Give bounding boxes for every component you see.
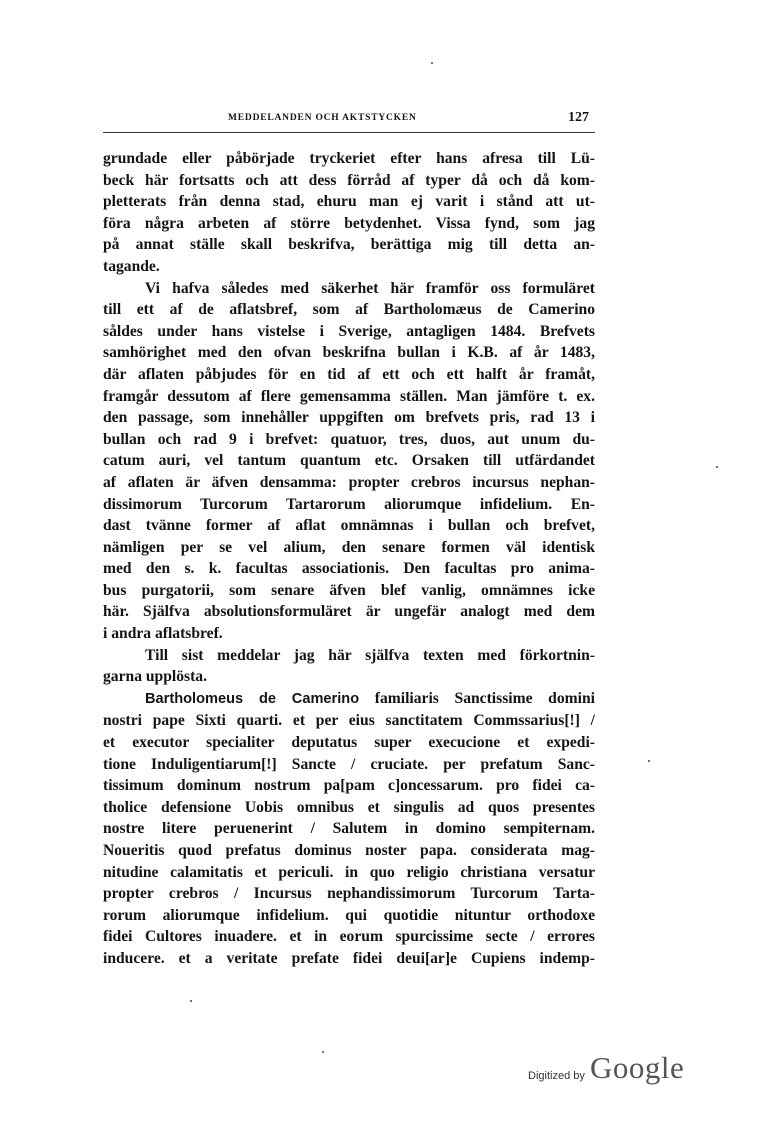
text-line: pletterats från denna stad, ehuru man ej varit i stånd att ut- (103, 193, 595, 211)
text-line: föra några arbeten af större betydenhet. Vissa fynd, som jag (103, 214, 595, 232)
text-line: här. Själfva absolutionsformuläret är ungefär analogt med dem (103, 603, 595, 621)
text-line: i andra aflatsbref. (103, 625, 223, 643)
text-line: tione Induligentiarum[!] Sancte / cruciate. per prefatum Sanc- (103, 755, 595, 773)
text-line: dast tvänne former af aflat omnämnas i bullan och brefvet, (103, 517, 595, 535)
text-line: tagande. (103, 257, 160, 275)
text-line: et executor specialiter deputatus super execucione et expedi- (103, 734, 595, 752)
text-line: rorum aliorumque infidelium. qui quotidie nituntur orthodoxe (103, 906, 595, 924)
text-line: med den s. k. facultas associationis. Den facultas pro anima- (103, 560, 595, 578)
digitized-by-label: Digitized by (528, 1070, 585, 1082)
text-line: samhörighet med den ofvan beskrifna bullan i K.B. af år 1483, (103, 344, 595, 362)
text-line: nitudine calamitatis et periculi. in quo religio christiana versatur (103, 863, 595, 881)
header-rule (103, 132, 595, 133)
scan-speck (322, 1051, 324, 1053)
document-name: Bartholomeus de Camerino (145, 690, 360, 707)
text-line: catum auri, vel tantum quantum etc. Orsaken till utfärdandet (103, 452, 595, 470)
scan-speck (431, 62, 433, 64)
text-line: tholice defensione Uobis omnibus et singulis ad quos presentes (103, 798, 595, 816)
scan-speck (190, 1000, 192, 1002)
document-opening-line (103, 688, 595, 711)
text-line: inducere. et a veritate prefate fidei deui[ar]e Cupiens indemp- (103, 949, 595, 967)
running-title: MEDDELANDEN OCH AKTSTYCKEN (228, 113, 417, 123)
text-line: nostre litere peruenerint / Salutem in domino sempiternam. (103, 820, 595, 838)
text-line: Noueritis quod prefatus dominus noster papa. considerata mag- (103, 842, 595, 859)
scan-speck (716, 466, 718, 468)
page-number: 127 (568, 110, 589, 125)
text-line: såldes under hans vistelse i Sverige, antagligen 1484. Brefvets (103, 322, 595, 340)
text-line: på annat ställe skall beskrifva, berättiga mig till detta an- (103, 236, 595, 254)
text-line: nostri pape Sixti quarti. et per eius sanctitatem Commssarius[!] / (103, 712, 595, 730)
running-header (103, 110, 595, 132)
text-line: bullan och rad 9 i brefvet: quatuor, tres, duos, aut unum du- (103, 430, 595, 448)
google-logo: Google (590, 1050, 685, 1085)
text-line: Till sist meddelar jag här själfva texten med förkortnin- (145, 646, 595, 664)
text-line: Vi hafva således med säkerhet här framför oss formuläret (145, 279, 595, 297)
text-line: framgår dessutom af flere gemensamma ställen. Man jämföre t. ex. (103, 387, 595, 405)
text-line: tissimum dominum nostrum pa[pam c]oncessarum. pro fidei ca- (103, 777, 595, 795)
scan-speck (648, 760, 650, 762)
text-line: beck här fortsatts och att dess förråd af typer då och då kom- (103, 171, 595, 189)
digitized-by-google-watermark (528, 1052, 688, 1092)
text-line: af aflaten är äfven densamma: propter crebros incursus nephan- (103, 473, 595, 491)
text-line: nämligen per se vel alium, den senare formen väl identisk (103, 538, 595, 556)
text-line: dissimorum Turcorum Tartarorum aliorumque infidelium. En- (103, 495, 595, 513)
text-line: till ett af de aflatsbref, som af Bartholomæus de Camerino (103, 301, 595, 319)
text-line: där aflaten påbjudes för en tid af ett och ett halft år framåt, (103, 365, 595, 383)
text-line: garna upplösta. (103, 668, 207, 686)
text-line: grundade eller påbörjade tryckeriet efter hans afresa till Lü- (103, 150, 595, 167)
text-line: fidei Cultores inuadere. et in eorum spurcissime secte / errores (103, 928, 595, 946)
text-line-rest: familiaris Sanctissime domini (374, 689, 595, 707)
text-line: bus purgatorii, som senare äfven blef vanlig, omnämnes icke (103, 581, 595, 599)
body-text (103, 148, 595, 970)
text-line: den passage, som innehåller uppgiften om brefvets pris, rad 13 i (103, 409, 595, 427)
text-line: propter crebros / Incursus nephandissimorum Turcorum Tarta- (103, 885, 595, 903)
